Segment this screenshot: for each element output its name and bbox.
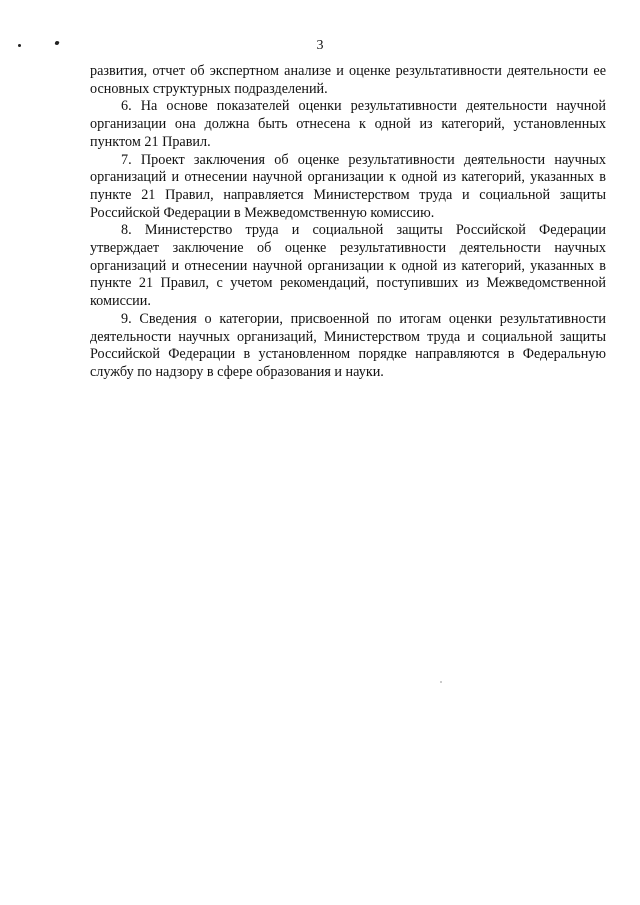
paragraph-item-8: 8. Министерство труда и социальной защиты Российской Федерации утверждает заключение об оценке результативности деятельности научных организаций и отнесении научной организации к одной из категорий, указанных в пункте 21 Правил, с учетом рекомендаций, поступивших из Межведомственной комиссии. bbox=[90, 222, 606, 310]
page-number: 3 bbox=[316, 38, 324, 53]
paragraph-item-9: 9. Сведения о категории, присвоенной по итогам оценки результативности деятельности научных организаций, Министерством труда и социальной защиты Российской Федерации в установленном порядке направляются в Федеральную службу по надзору в сфере образования и науки. bbox=[90, 310, 606, 380]
document-body bbox=[90, 63, 606, 382]
paragraph-continuation: развития, отчет об экспертном анализе и оценке результативности деятельности ее основных структурных подразделений. bbox=[90, 63, 606, 97]
scan-speck-mark bbox=[440, 681, 442, 683]
paragraph-item-6: 6. На основе показателей оценки результативности деятельности научной организации она должна быть отнесена к одной из категорий, установленных пунктом 21 Правил. bbox=[90, 98, 606, 150]
paragraph-item-7: 7. Проект заключения об оценке результативности деятельности научных организаций и отнесении научной организации к одной из категорий, указанных в пункте 21 Правил, направляется Министерством труда и социальной защиты Российской Федерации в Межведомственную комиссию. bbox=[90, 151, 606, 221]
